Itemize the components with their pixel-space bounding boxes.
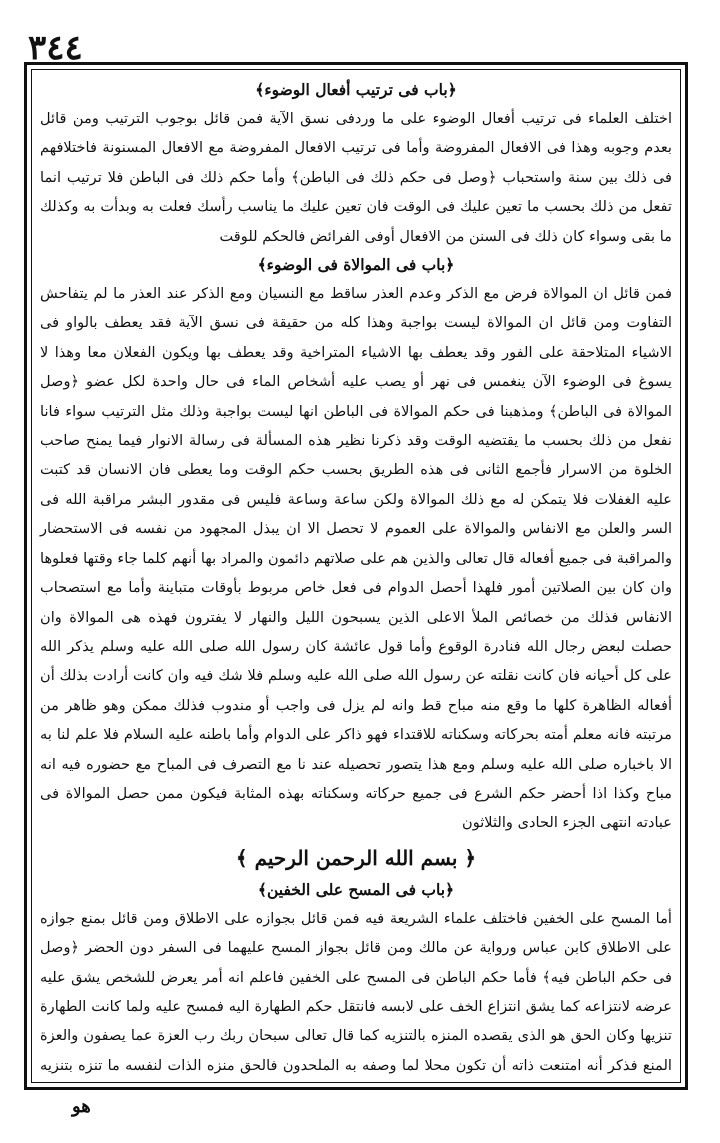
section-heading: ﴿باب فى الموالاة فى الوضوء﴾ bbox=[257, 255, 455, 275]
paragraph: فمن قائل ان الموالاة فرض مع الذكر وعدم العذر ساقط مع النسيان ومع الذكر عند العذر ما لم يتفاحش التفاوت ومن قائل ان الموالاة ليست بواجبة وهذا كله من حقيقة فى نسق الآية فقد يعطف بالواو فى الاشياء المتلاحقة على الفور وقد يعطف بها الاشياء المتراخية وقد يعطف بها ويكون الفعلان معا وهذا لا يسوغ فى الوضوء الآن ينغمس فى نهر أو يصب عليه أشخاص الماء فى حال واحدة لكل عضو ﴿وصل الموالاة فى الباطن﴾ ومذهبنا فى حكم الموالاة فى الباطن انها ليست بواجبة وذلك مثل الترتيب سواء فانا نفعل من ذلك بحسب ما يقتضيه الوقت وقد ذكرنا نظير هذه المسألة فى رسالة الانوار فيما يمنح صاحب الخلوة من الاسرار فأجمع الثانى فى هذه الطريق بحسب حكم الوقت وما يعطى فان الانسان قد كتبت عليه الغفلات فلا يتمكن له مع ذلك الموالاة ولكن ساعة وساعة فليس فى مقدور البشر مراقبة الله فى السر والعلن مع الانفاس والموالاة على العموم لا تحصل الا ان يبذل المجهود من نفسه فى الاستحضار والمراقبة فى جميع أفعاله قال تعالى والذين هم على صلاتهم دائمون والمراد بها أنهم كلما جاء وقتها فعلوها وان كان بين الصلاتين أمور فلهذا أحصل الدوام فى فعل خاص مربوط بأوقات متباينة وأما مع استصحاب الانفاس فذلك من خصائص الملأ الاعلى الذين يسبحون الليل والنهار لا يفترون فهذه هى الموالاة وان حصلت لبعض رجال الله فنادرة الوقوع وأما قول عائشة كان رسول الله صلى الله عليه وسلم يذكر الله على كل أحيانه فان كانت نقلته عن رسول الله صلى الله عليه وسلم فلا شك فيه وان كانت أرادت بذلك أن أفعاله الظاهرة كلها ما وقع منه مباح قط وانه لم يزل فى واجب أو مندوب فذلك ممكن وهو ظاهر من مرتبته فانه معلم أمته بحركاته وسكناته للاقتداء فهو ذاكر على الدوام وأما باطنه عليه السلام فلا علم لنا به الا باخباره صلى الله عليه وسلم ومع هذا يتصور تحصيله عند نا مع التصرف فى المباح مع حضوره فيه انه مباح وكذا اذا أحضر حكم الشرع فى جميع حركاته وسكناته بهذه المثابة فيكون ممن حصل الموالاة فى عبادته انتهى الجزء الحادى والثلاثون bbox=[40, 285, 672, 832]
page-frame bbox=[24, 62, 688, 1090]
paragraph: أما المسح على الخفين فاختلف علماء الشريعة فيه فمن قائل بجوازه على الاطلاق ومن قائل بمنع جوازه على الاطلاق كابن عباس ورواية عن مالك ومن قائل بجواز المسح عليهما فى السفر دون الحضر ﴿وصل فى حكم الباطن فيه﴾ فأما حكم الباطن فى المسح على الخفين فاعلم انه أمر يعرض للشخص يشق عليه عرضه لانتزاعه كما يشق انتزاع الخف على لابسه فانتقل حكم الطهارة اليه فمسح عليه ولما كانت الطهارة تنزيها وكان الحق هو الذى يقصده المنزه بالتنزيه كما قال تعالى سبحان ربك رب العزة عما يصفون والعزة المنع فذكر أنه امتنعت ذاته أن تكون محلا لما وصفه به الملحدون فالحق منزه الذات لنفسه ما تنزه بتنزيه bbox=[40, 909, 672, 1074]
page-number: ٣٤٤ bbox=[28, 28, 83, 68]
basmala: ﴿ بسم الله الرحمن الرحيم ﴾ bbox=[235, 845, 477, 870]
section-heading: ﴿باب فى المسح على الخفين﴾ bbox=[257, 879, 455, 899]
paragraph: اختلف العلماء فى ترتيب أفعال الوضوء على ما وردفى نسق الآية فمن قائل بوجوب الترتيب ومن قائل بعدم وجوبه وهذا فى الافعال المفروضة وأما فى ترتيب الافعال المفروضة مع الافعال المسنونة فاختلافهم فى ذلك بين سنة واستحباب ﴿وصل فى حكم ذلك فى الباطن﴾ وأما حكم ذلك فى الباطن فلا ترتيب انما تفعل من ذلك بحسب ما تعين عليك فى الوقت فان تعين عليك ما يناسب رأسك فعلت به وبدأت به وكذلك ما بقى وسواء كان ذلك فى السنن من الافعال أوفى الفرائض فالحكم للوقت bbox=[40, 110, 672, 245]
text-block bbox=[31, 69, 681, 1083]
section-heading: ﴿باب فى ترتيب أفعال الوضوء﴾ bbox=[255, 80, 457, 99]
catchword: هو bbox=[72, 1096, 91, 1117]
